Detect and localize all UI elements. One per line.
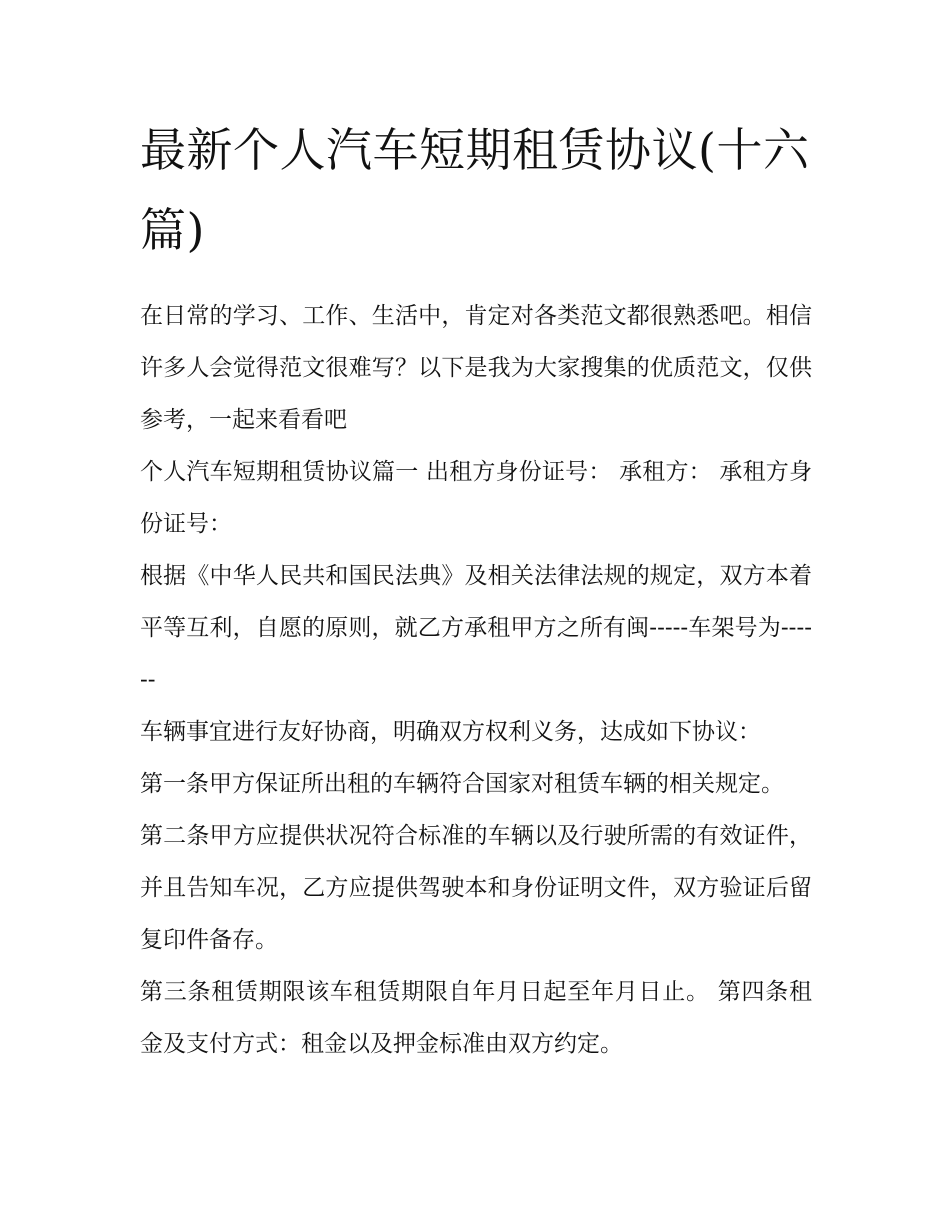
- document-title: 最新个人汽车短期租赁协议(十六篇): [140, 123, 810, 257]
- clause-2-paragraph: 第二条甲方应提供状况符合标准的车辆以及行驶所需的有效证件，并且告知车况，乙方应提供驾驶本和身份证明文件，双方验证后留复印件备存。: [140, 823, 812, 953]
- intro-paragraph: 在日常的学习、工作、生活中，肯定对各类范文都很熟悉吧。相信许多人会觉得范文很难写？以下是我为大家搜集的优质范文，仅供参考，一起来看看吧: [140, 303, 812, 433]
- clause-3-4-paragraph: 第三条租赁期限该车租赁期限自年月日起至年月日止。 第四条租金及支付方式：租金以及押金标准由双方约定。: [140, 979, 812, 1057]
- basis-paragraph: 根据《中华人民共和国民法典》及相关法律法规的规定，双方本着平等互利，自愿的原则，就乙方承租甲方之所有闽-----车架号为------: [140, 563, 812, 693]
- parties-paragraph: 个人汽车短期租赁协议篇一 出租方身份证号： 承租方： 承租方身份证号：: [140, 459, 812, 537]
- document-page: [140, 110, 812, 1070]
- clause-1-paragraph: 第一条甲方保证所出租的车辆符合国家对租赁车辆的相关规定。: [140, 771, 784, 797]
- agreement-paragraph: 车辆事宜进行友好协商，明确双方权利义务，达成如下协议：: [140, 719, 761, 745]
